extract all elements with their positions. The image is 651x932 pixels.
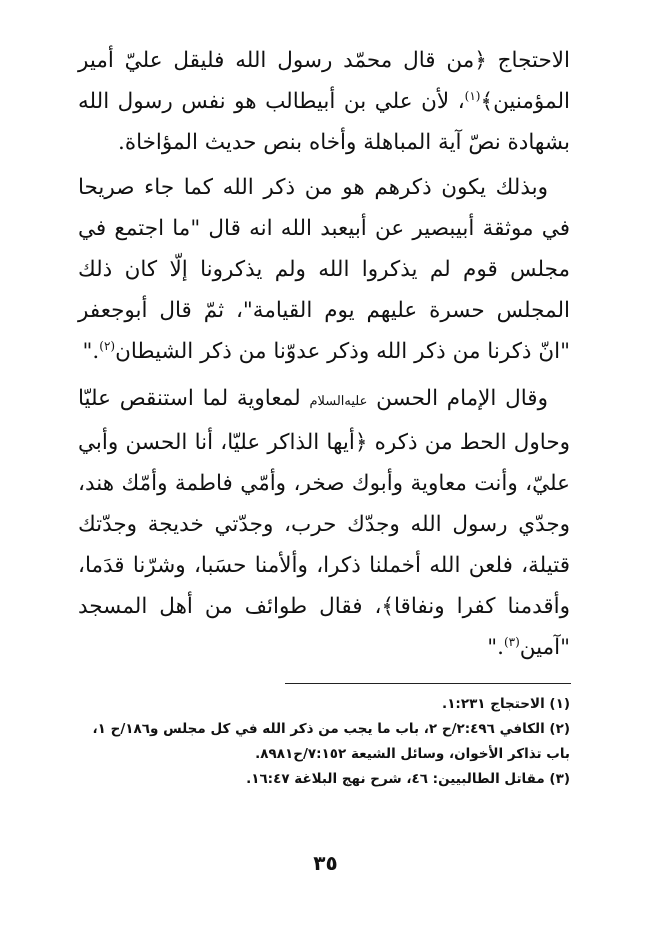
footnote-separator [285, 683, 571, 684]
footnote-2: (٢) الكافي ٢:٤٩٦/ح ٢، باب ما يجب من ذكر الله في كل مجلس و١٨٦/ح ١، باب تذاكر الأخوان، وسائل الشيعة ٧:١٥٢/ح٨٩٨١. [92, 721, 570, 762]
paragraph-1 [78, 40, 570, 163]
honorific: عليه‌السلام [309, 394, 368, 409]
page-number: ٣٥ [313, 851, 338, 875]
paragraph-3 [78, 378, 570, 668]
paragraph-3-tail: ." [487, 635, 504, 660]
paragraph-2-text: وبذلك يكون ذكرهم هو من ذكر الله كما جاء صريحا في موثقة أبيبصير عن أبيعبد الله انه قال "ما اجتمع في مجلس قوم لم يذكروا الله ولم يذكرونا إلّا كان ذلك المجلس حسرة عليهم يوم القيامة"، ثمّ قال أبوجعفر "انّ ذكرنا من ذكر الله وذكر عدوّنا من ذكر الشيطان [78, 175, 570, 364]
footnote-ref-3[interactable]: (٣) [503, 634, 520, 649]
footnote-ref-1[interactable]: (١) [464, 88, 481, 103]
footnote-3: (٣) مقاتل الطالبيين: ٤٦، شرح نهج البلاغة ١٦:٤٧. [246, 771, 570, 787]
paragraph-2-tail: ." [82, 339, 100, 364]
paragraph-3-text: لمعاوية لما استنقص عليّا وحاول الحط من ذكره ﴿أيها الذاكر عليّا، أنا الحسن وأبي عليّ، وأنت معاوية وأبوك صخر، وأمّي فاطمة وأمّك هند، وجدّي رسول الله وجدّك حرب، وجدّتي خديجة وجدّتك قتيلة، فلعن الله أخملنا ذكرا، وألأمنا حسَبا، وشرّنا قدَما، وأقدمنا كفرا ونفاقا﴾، فقال طوائف من أهل المسجد "آمين [78, 386, 570, 660]
footnote-ref-2[interactable]: (٢) [99, 338, 116, 353]
paragraph-3-lead: وقال الإمام الحسن [376, 386, 548, 411]
footnote-1: (١) الاحتجاج ١:٢٣١. [442, 696, 570, 712]
footnotes [78, 692, 570, 792]
paragraph-1-text: الاحتجاج ﴿من قال محمّد رسول الله فليقل عليّ أمير المؤمنين﴾ [78, 48, 570, 114]
paragraph-1-tail: ، لأن علي بن أبيطالب هو نفس رسول الله بشهادة نصّ آية المباهلة وأخاه بنص حديث المؤاخاة. [78, 89, 570, 155]
main-text [78, 40, 570, 668]
paragraph-2 [78, 167, 570, 372]
